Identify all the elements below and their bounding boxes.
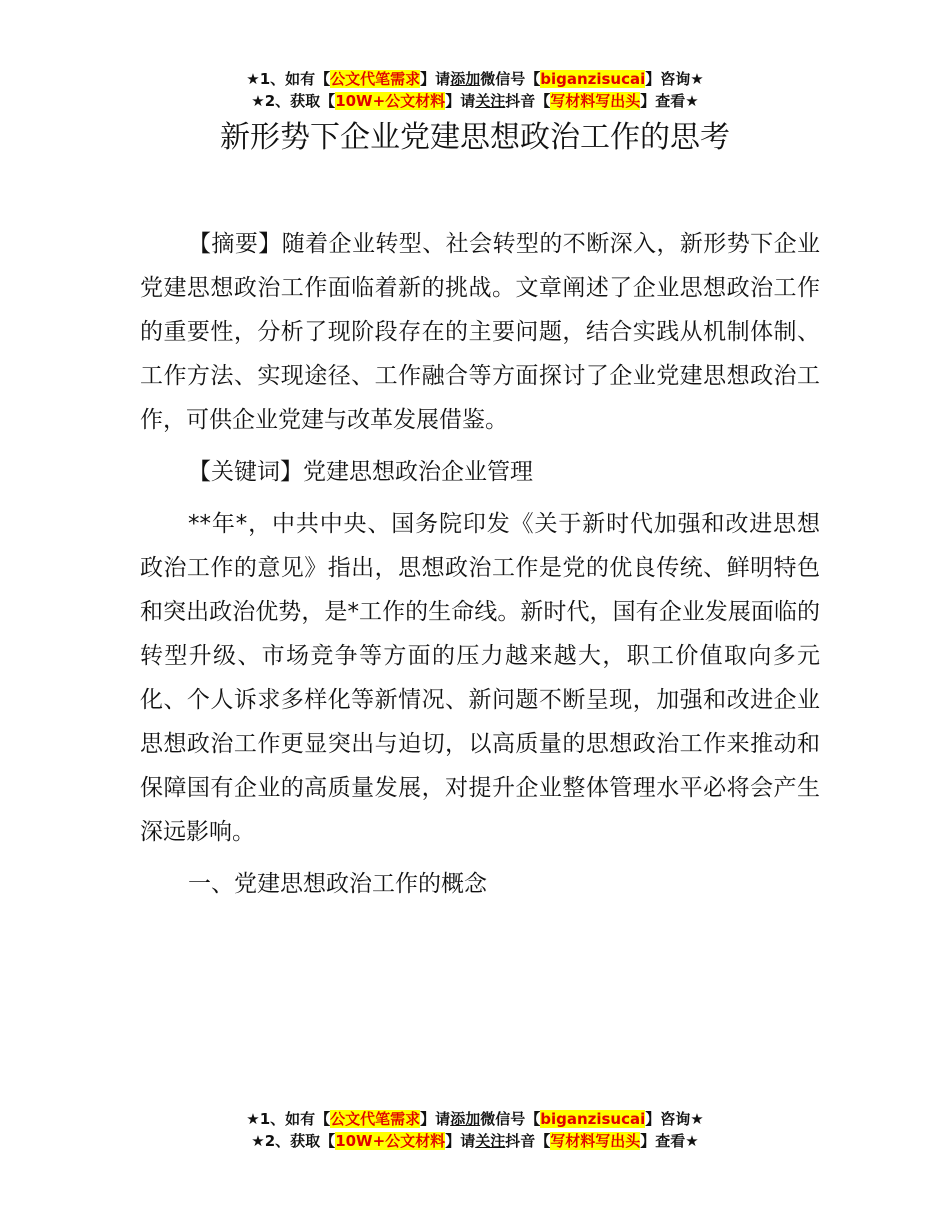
page-title: 新形势下企业党建思想政治工作的思考 [220, 120, 730, 155]
intro-paragraph: **年*，中共中央、国务院印发《关于新时代加强和改进思想政治工作的意见》指出，思想政治工作是党的优良传统、鲜明特色和突出政治优势，是*工作的生命线。新时代，国有企业发展面临的转型升级、市场竞争等方面的压力越来越大，职工价值取向多元化、个人诉求多样化等新情况、新问题不断呈现，加强和改进企业思想政治工作更显突出与迫切，以高质量的思想政治工作来推动和保障国有企业的高质量发展，对提升企业整体管理水平必将会产生深远影响。 [140, 511, 820, 845]
banner-line-1 [0, 1108, 950, 1130]
banner-text: 】请 [445, 92, 476, 110]
banner-text: ★2、获取【 [251, 1132, 336, 1150]
banner-text: 】请 [445, 1132, 476, 1150]
banner-underlined: 关注 [475, 92, 506, 110]
banner-text: ★1、如有【 [246, 70, 331, 88]
header-banner [0, 68, 950, 112]
banner-underlined: 关注 [475, 1132, 506, 1150]
highlight-materials: 10W+公文材料 [335, 1132, 446, 1150]
banner-text: 微信号【 [480, 70, 541, 88]
abstract-paragraph: 【摘要】随着企业转型、社会转型的不断深入，新形势下企业党建思想政治工作面临着新的挑战。文章阐述了企业思想政治工作的重要性，分析了现阶段存在的主要问题，结合实践从机制体制、工作方法、实现途径、工作融合等方面探讨了企业党建思想政治工作，可供企业党建与改革发展借鉴。 [140, 231, 820, 433]
banner-line-1 [0, 68, 950, 90]
banner-text: 抖音【 [505, 92, 551, 110]
banner-text: 抖音【 [505, 1132, 551, 1150]
highlight-service: 公文代笔需求 [330, 1110, 421, 1128]
highlight-douyin-id: 写材料写出头 [550, 92, 641, 110]
banner-text: 】查看★ [640, 1132, 699, 1150]
highlight-wechat-id: biganzisucai [540, 70, 646, 88]
banner-text: 】请 [420, 1110, 451, 1128]
highlight-materials: 10W+公文材料 [335, 92, 446, 110]
banner-text: 】请 [420, 70, 451, 88]
document-body [140, 222, 820, 914]
section-heading: 一、党建思想政治工作的概念 [188, 871, 487, 897]
keywords-paragraph: 【关键词】党建思想政治企业管理 [188, 459, 533, 485]
banner-line-2 [0, 90, 950, 112]
banner-text: 】查看★ [640, 92, 699, 110]
banner-text: ★1、如有【 [246, 1110, 331, 1128]
banner-text: ★2、获取【 [251, 92, 336, 110]
highlight-wechat-id: biganzisucai [540, 1110, 646, 1128]
banner-underlined: 添加 [450, 1110, 481, 1128]
highlight-service: 公文代笔需求 [330, 70, 421, 88]
banner-line-2 [0, 1130, 950, 1152]
highlight-douyin-id: 写材料写出头 [550, 1132, 641, 1150]
banner-text: 】咨询★ [645, 70, 704, 88]
footer-banner [0, 1108, 950, 1152]
banner-text: 微信号【 [480, 1110, 541, 1128]
banner-underlined: 添加 [450, 70, 481, 88]
banner-text: 】咨询★ [645, 1110, 704, 1128]
